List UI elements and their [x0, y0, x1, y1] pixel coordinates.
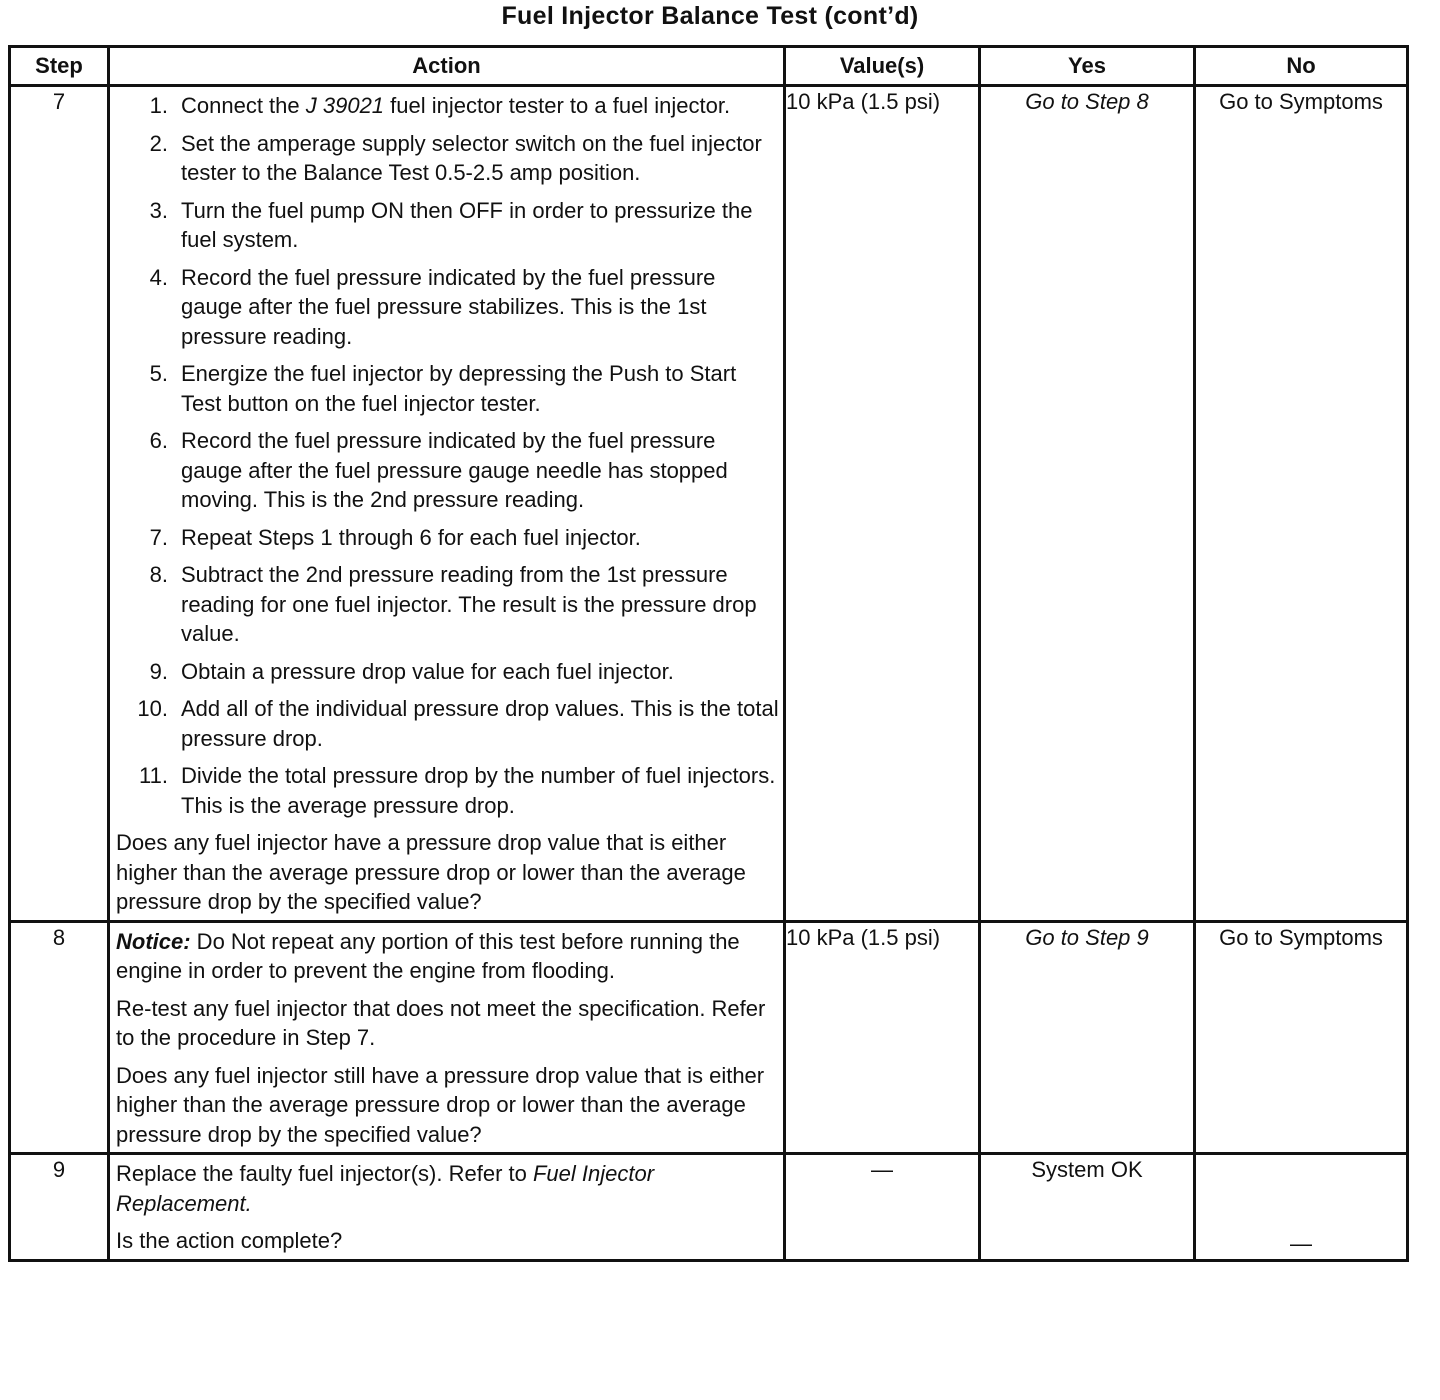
list-item	[116, 560, 779, 649]
decision-question: Is the action complete?	[116, 1228, 343, 1253]
step-number: 7	[10, 86, 109, 922]
replace-instruction	[116, 1159, 779, 1218]
list-item	[116, 761, 779, 820]
action-cell	[109, 1154, 785, 1261]
table-row-step-8	[10, 921, 1408, 1154]
list-item	[116, 91, 779, 121]
list-item	[116, 129, 779, 188]
list-item-number: 1.	[149, 93, 168, 118]
list-item-number: 3.	[149, 197, 168, 223]
list-item-text: fuel injector tester to a fuel injector.	[384, 93, 731, 118]
list-item-number: 9.	[149, 658, 168, 684]
action-cell	[109, 86, 785, 922]
list-item-text: Add all of the individual pressure drop values. This is the total pressure drop.	[181, 696, 779, 751]
retest-instruction: Re-test any fuel injector that does not meet the specification. Refer to the procedure in Step 7.	[116, 995, 766, 1050]
table-row-step-9	[10, 1154, 1408, 1261]
header-action: Action	[109, 47, 785, 86]
list-item	[116, 359, 779, 418]
list-item-number: 5.	[149, 361, 168, 386]
header-step: Step	[10, 47, 109, 86]
list-item-text: Record the fuel pressure indicated by the fuel pressure gauge after the fuel pressure gauge needle has stopped moving. This is the 2nd pressure reading.	[181, 428, 728, 512]
page-title: Fuel Injector Balance Test (cont’d)	[501, 2, 919, 30]
value-cell: 10 kPa (1.5 psi)	[785, 86, 980, 922]
procedure-list	[116, 91, 779, 820]
list-item-number: 2.	[149, 130, 168, 156]
value-cell: 10 kPa (1.5 psi)	[785, 921, 980, 1154]
list-item-text: Energize the fuel injector by depressing the Push to Start Test button on the fuel injector tester.	[181, 361, 737, 416]
list-item	[116, 657, 779, 687]
step-number: 9	[10, 1154, 109, 1261]
list-item-text: Obtain a pressure drop value for each fuel injector.	[181, 658, 674, 684]
list-item	[116, 426, 779, 515]
no-link[interactable]: Go to Symptoms	[1219, 924, 1383, 950]
procedure-table	[8, 45, 1409, 1262]
yes-link[interactable]: Go to Step 8	[1025, 89, 1149, 114]
list-item-number: 11.	[139, 763, 168, 788]
list-item-number: 10.	[137, 696, 168, 721]
list-item	[116, 263, 779, 352]
list-item-number: 7.	[149, 524, 168, 550]
list-item-text: Record the fuel pressure indicated by the fuel pressure gauge after the fuel pressure stabilizes. This is the 1st pressure reading.	[181, 264, 716, 349]
value-cell: —	[785, 1154, 980, 1261]
list-item-text: Divide the total pressure drop by the number of fuel injectors. This is the average pressure drop.	[181, 763, 776, 818]
list-item	[116, 694, 779, 753]
list-item	[116, 196, 779, 255]
tool-reference: J 39021	[305, 93, 385, 118]
replace-text: Replace the faulty fuel injector(s). Refer to	[116, 1161, 533, 1186]
notice-text: Do Not repeat any portion of this test before running the engine in order to prevent the engine from flooding.	[116, 928, 740, 983]
list-item	[116, 523, 779, 553]
no-link[interactable]: Go to Symptoms	[1219, 89, 1383, 114]
list-item-number: 4.	[149, 264, 168, 290]
list-item-text: Repeat Steps 1 through 6 for each fuel injector.	[181, 524, 641, 550]
list-item-text: Turn the fuel pump ON then OFF in order to pressurize the fuel system.	[181, 197, 753, 252]
header-row	[10, 47, 1408, 86]
notice-paragraph	[116, 927, 779, 986]
no-result: —	[1195, 1154, 1408, 1261]
step-number: 8	[10, 921, 109, 1154]
yes-result: System OK	[1031, 1157, 1143, 1182]
list-item-text: Set the amperage supply selector switch on the fuel injector tester to the Balance Test 0.5-2.5 amp position.	[181, 130, 762, 185]
yes-link[interactable]: Go to Step 9	[1025, 924, 1149, 950]
header-no: No	[1195, 47, 1408, 86]
procedure-reference[interactable]: Fuel Injector Replacement.	[116, 1161, 655, 1216]
table-row-step-7	[10, 86, 1408, 922]
decision-question: Does any fuel injector still have a pressure drop value that is either higher than the average pressure drop or lower than the average pressure drop by the specified value?	[116, 1062, 765, 1147]
action-cell	[109, 921, 785, 1154]
list-item-text: Connect the	[181, 93, 306, 118]
list-item-number: 6.	[149, 428, 168, 453]
list-item-text: Subtract the 2nd pressure reading from the 1st pressure reading for one fuel injector. The result is the pressure drop value.	[181, 562, 757, 646]
decision-question: Does any fuel injector have a pressure drop value that is either higher than the average pressure drop or lower than the average pressure drop by the specified value?	[116, 830, 746, 914]
header-yes: Yes	[980, 47, 1195, 86]
notice-label: Notice:	[116, 928, 191, 954]
list-item-number: 8.	[149, 562, 168, 587]
header-values: Value(s)	[785, 47, 980, 86]
